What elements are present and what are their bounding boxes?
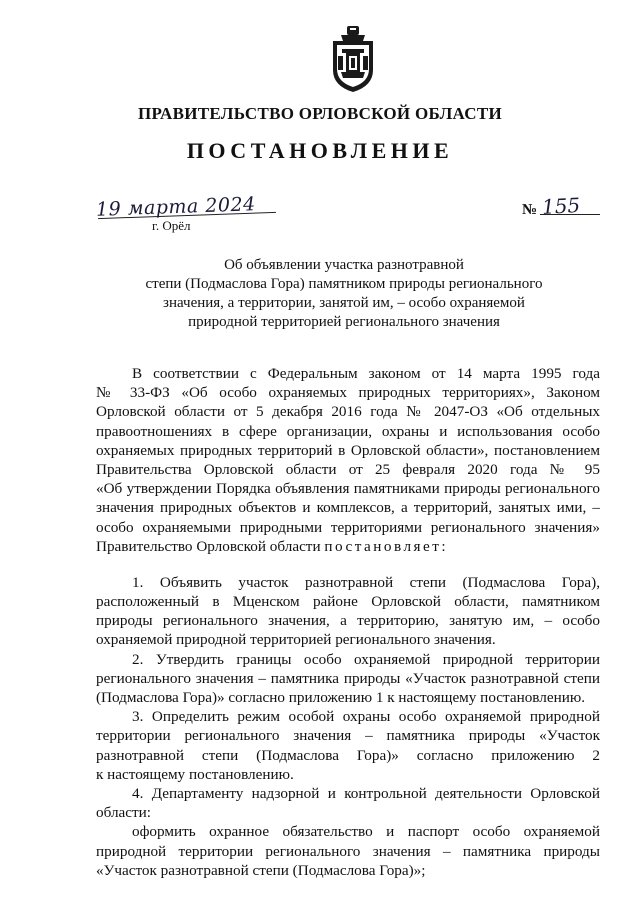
text-line: территории регионального значения – памятника природы «Участок [96,727,600,745]
text-line [96,537,600,556]
text-line: 1. Объявить участок разнотравной степи (Подмаслова Гора), [132,573,600,591]
document-subject [120,256,568,332]
subject-line: природной территорией регионального значения [188,314,500,330]
number-sign: № [522,202,538,218]
text-line: правоотношениях в сфере организации, охраны и использования особо [96,422,600,440]
text-line: В соответствии с Федеральным законом от 14 марта 1995 года [132,365,600,382]
text-line: «Об утверждении Порядка объявления памятниками природы регионального [96,480,600,498]
text-line: 2. Утвердить границы особо охраняемой природной территории [132,650,600,668]
text-line: природной территории регионального значения – памятника природы [96,842,600,860]
text-line: расположенный в Мценском районе Орловской области, памятником [96,593,600,611]
text-line: Правительства Орловской области от 25 февраля 2020 года № 95 [96,460,600,478]
item-paragraph [96,573,600,650]
text-line: области: [96,804,151,822]
coat-of-arms-icon [327,26,379,92]
subject-line: значения, а территории, занятой им, – особо охраняемой [163,295,525,311]
text-line: природы регионального значения, а территорию, занятую им, – особо [96,612,600,630]
text-fragment: Правительство Орловской области [96,537,321,555]
text-line: Орловской области от 5 декабря 2016 года № 2047-ОЗ «Об отдельных [96,403,600,421]
item-paragraph [96,784,600,822]
text-line: особо охраняемыми природными территориями регионального значения» [96,518,600,536]
item-paragraph [96,707,600,784]
handwritten-number: 155 [541,193,581,219]
text-line: 3. Определить режим особой охраны особо охраняемой природной [132,708,600,726]
text-line: оформить охранное обязательство и паспорт особо охраняемой [132,823,600,841]
text-line: № 33-ФЗ «Об особо охраняемых природных территориях», Законом [96,384,600,402]
subject-line: Об объявлении участка разнотравной [224,257,464,273]
city-label: г. Орёл [152,218,191,233]
document-body [96,364,600,880]
text-line: значения природных объектов и комплексов, а территорий, занятых ими, – [96,499,600,517]
text-line: разнотравной степи (Подмаслова Гора)» согласно приложению 2 [96,746,600,764]
text-line: к настоящему постановлению. [96,765,294,783]
text-line: регионального значения – памятника природы «Участок разнотравной степи [96,669,600,687]
handwritten-date: 19 марта 2024 [95,193,257,221]
document-type-title: ПОСТАНОВЛЕНИЕ [186,138,454,163]
text-line: (Подмаслова Гора)» согласно приложению 1 к настоящему постановлению. [96,689,586,706]
text-line: 4. Департаменту надзорной и контрольной деятельности Орловской [132,784,600,802]
text-line: охраняемой природной территорией регионального значения. [96,631,496,649]
item-paragraph [96,822,600,880]
resolves-word: постановляет: [324,537,449,555]
preamble-paragraph [96,364,600,556]
subject-line: степи (Подмаслова Гора) памятником природы регионального [145,276,543,292]
government-name: ПРАВИТЕЛЬСТВО ОРЛОВСКОЙ ОБЛАСТИ [137,104,503,123]
text-line: «Участок разнотравной степи (Подмаслова Гора)»; [96,861,426,879]
item-paragraph [96,650,600,708]
number-underline [540,214,600,215]
text-line: охраняемых природных территорий в Орловской области», постановлением [96,441,600,459]
